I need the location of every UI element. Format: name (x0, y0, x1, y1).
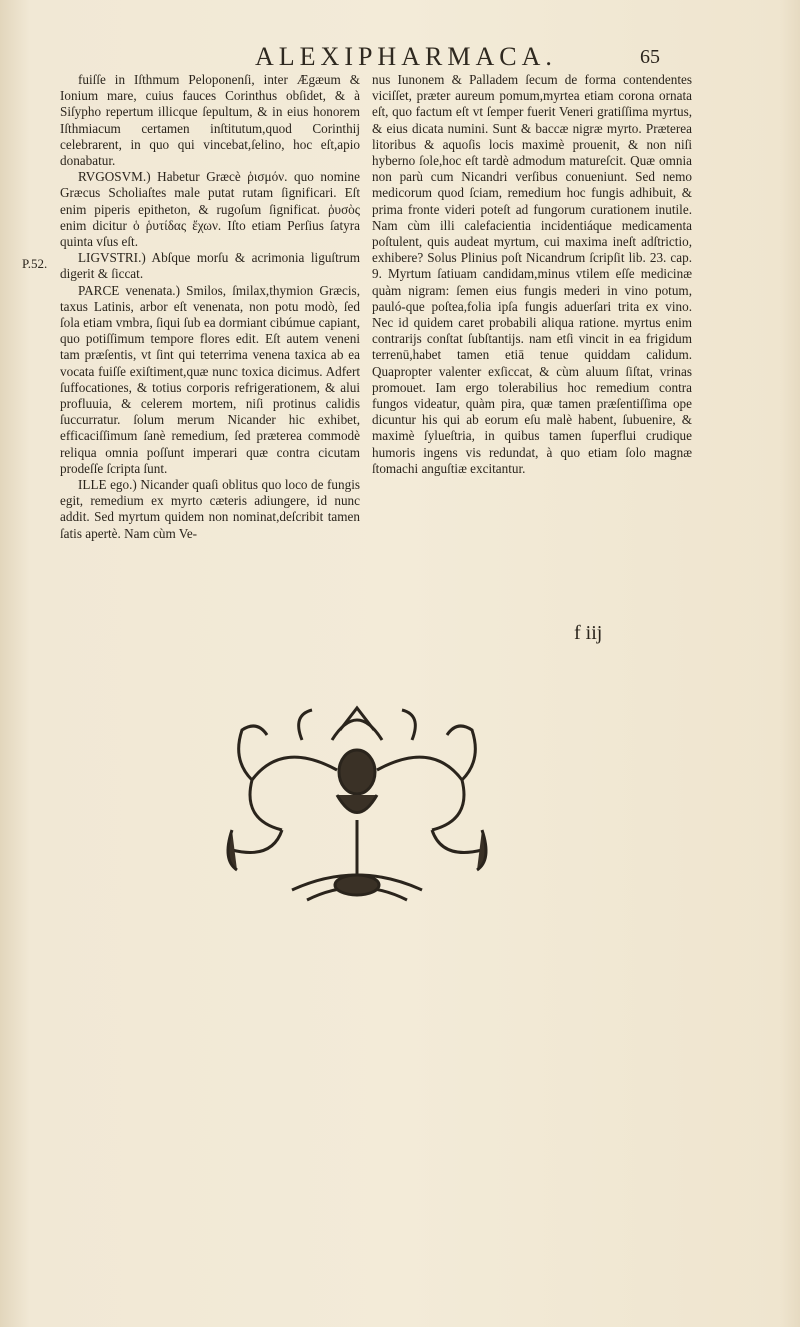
left-text-column (60, 72, 360, 542)
paragraph: RVGOSVM.) Habetur Græcè ῥισμόν. quo nomine Græcus Scholiaſtes male putat rutam ſignificari. Eſt enim piperis epitheton, & rugoſum ſignificat. ῥυσὸς enim dicitur ὁ ῥυτίδας ἔχων. Iſto etiam Perſius ſatyra quinta vſus eſt. (60, 169, 360, 250)
paragraph: PARCE venenata.) Smilos, ſmilax,thymion Græcis, taxus Latinis, arbor eſt venenata, non potu modò, ſed ſola etiam vmbra, ſiqui ſub ea dormiant cibúmue capiant, quo potiſſimum tempore flores edit. Eſt autem veneni tam præſentis, vt ſint qui teterrima venena taxica ab ea vocata fuiſſe exiſtiment,quæ nunc toxica dicimus. Adfert ſuffocationes, & totius corporis refrigerationem, & alui profluuia, & celerem mortem, niſi protinus calidis ſuccurratur. ſolum merum Nicander hic exhibet, efficaciſſimum ſanè remedium, ſed præterea commodè reliqua omnia poſſunt imperari quæ contra cicutam prodeſſe ſcripta ſunt. (60, 282, 360, 476)
page-number: 65 (640, 46, 660, 68)
tailpiece-ornament (212, 700, 502, 910)
running-header (0, 42, 800, 72)
paragraph: ILLE ego.) Nicander quaſi oblitus quo loco de fungis egit, remedium ex myrto cæteris adiungere, id nunc addit. Sed myrtum quidem non nominat,deſcribit tamen ſatis apertè. Nam cùm Ve- (60, 477, 360, 541)
paragraph: nus Iunonem & Palladem ſecum de forma contendentes viciſſet, præter aureum pomum,myrtea etiam corona ornata eſt, quo factum eſt vt ſemper fuerit Veneri gratiſſima myrtus, & eius dicata numini. Sunt & baccæ nigræ myrto. Præterea litoribus & aquoſis locis maximè prouenit, & non niſi hyberno ſole,hoc eſt tardè admodum matureſcit. Quæ omnia non parù cum Nicandri verſibus conueniunt. Sed nemo medicorum quod ſciam, remedium hoc fungis adhibuit, & prima fronte videri poteſt ad fungorum curationem inutile. Nam cùm illi calefacientia incidentiáque medicamenta poſtulent, quis audeat myrtum, cui maxima ineſt adſtrictio, exhibere? Solus Plinius poſt Nicandrum ſcripſit lib. 23. cap. 9. Myrtum ſatiuam candidam,minus vtilem eſſe medicinæ quàm nigram: ſemen eius fungis mederi in vino potum, pauló-que poſtea,folia ipſa fungis aduerſari trita ex vino. Nec id quidem caret probabili aliqua ratione. myrtus enim contrarijs conſtat ſubſtantijs. nam etſi vincit in ea frigidum terrenū,habet tamen etiā tenue quiddam calidum. Quapropter valenter exſiccat, & cùm aluum ſiſtat, vrinas promouet. Iam ergo tolerabilius hoc remedium contra fungos videatur, quàm pira, quæ tamen præſentiſſima ope dicuntur his qui ab eorum eſu malè habent, ſubuenire, & maximè ſylueſtria, in quibus tamen ſuperflui crudique humoris ingens vis redundat, à quo etiam ſolo magnæ ſtomachi anguſtiæ excitantur. (372, 72, 692, 476)
paragraph: fuiſſe in Iſthmum Peloponenſi, inter Ægæum & Ionium mare, cuius fauces Corinthus obſidet, & à Siſypho repertum illicque ſepultum, & in eius honorem Iſthmiacum certamen inſtitutum,quod Corinthij celebrarent, in quo qui vincebat,ſelino, hoc eſt,apio donabatur. (60, 72, 360, 169)
right-text-column (372, 72, 692, 477)
margin-reference: P.52. (22, 256, 48, 271)
paragraph: LIGVSTRI.) Abſque morſu & acrimonia liguſtrum digerit & ſiccat. (60, 250, 360, 282)
signature-mark: f iij (574, 622, 603, 644)
running-title: ALEXIPHARMACA. (255, 42, 557, 71)
